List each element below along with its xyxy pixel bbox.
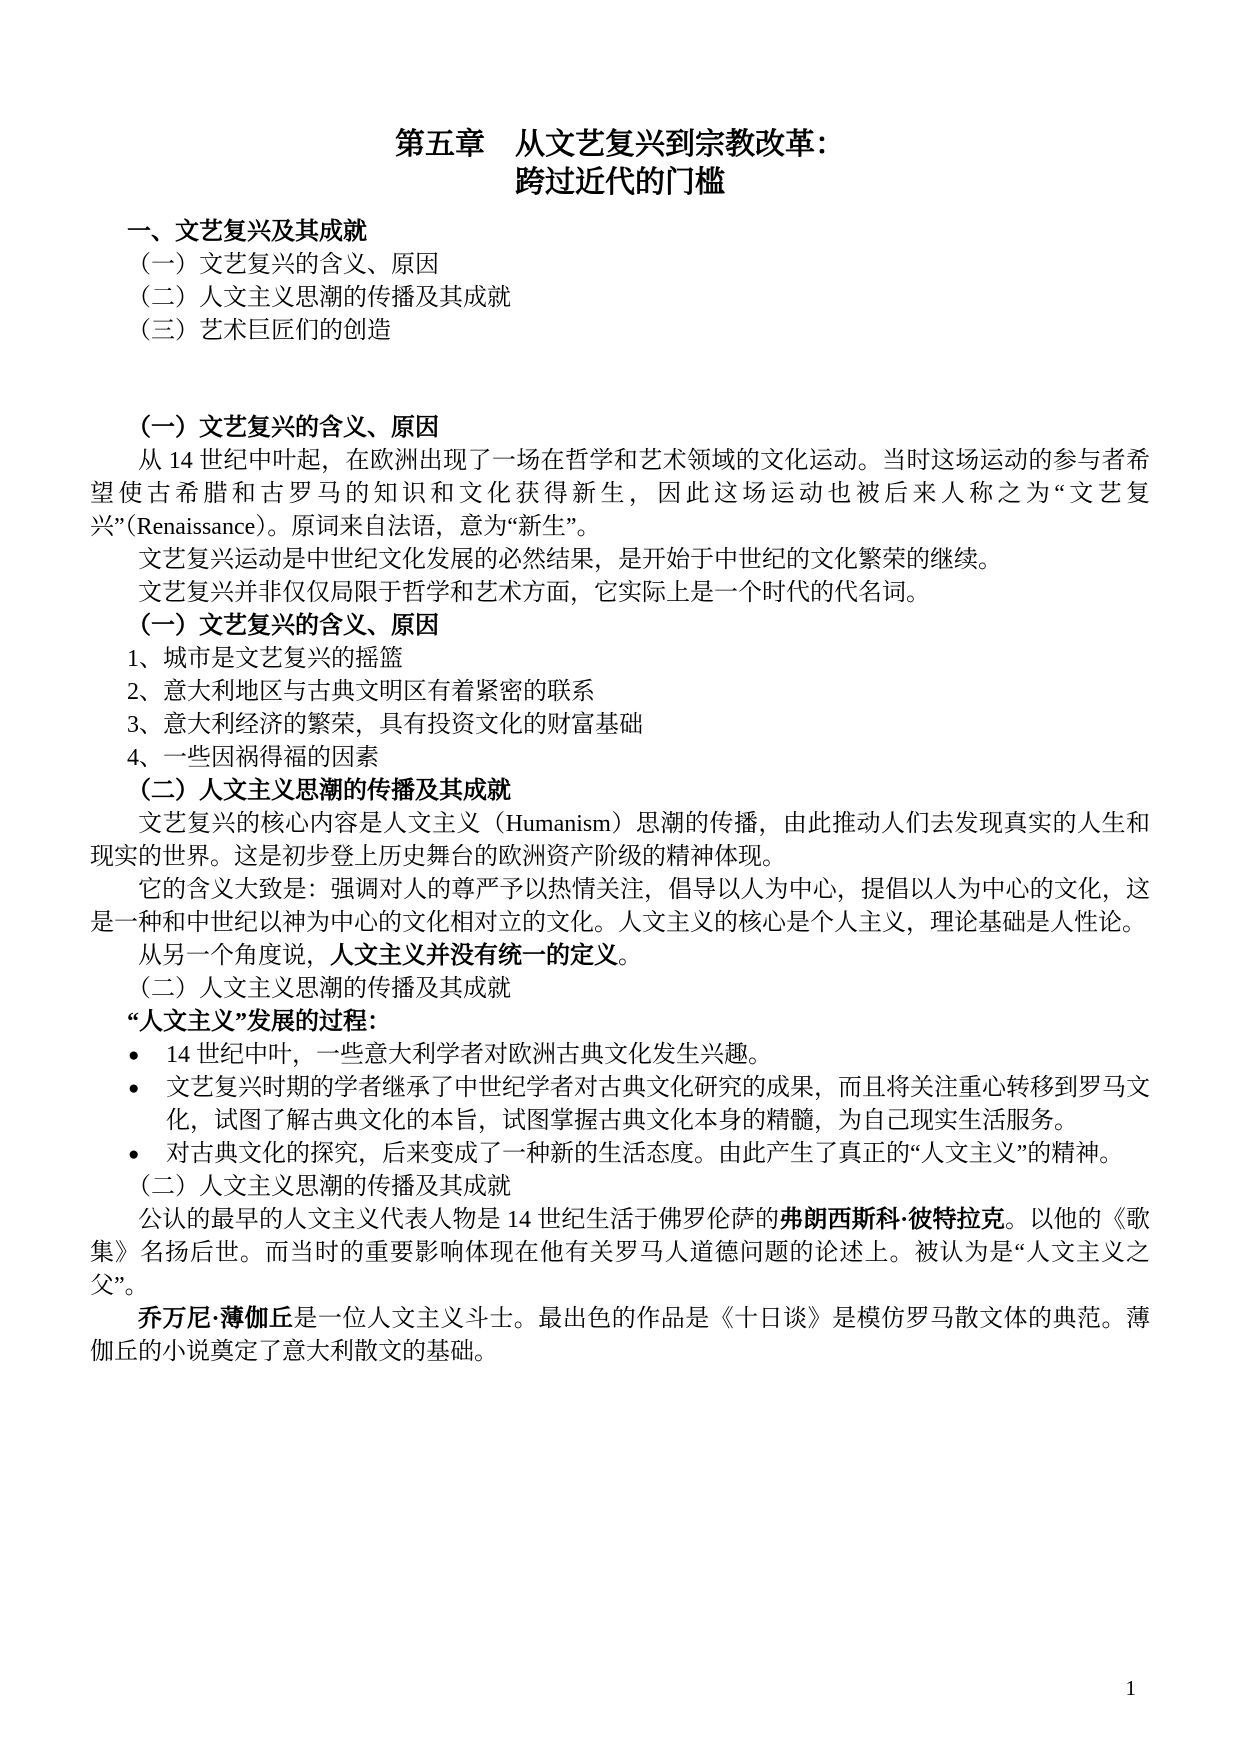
bullet-text bbox=[166, 1141, 1123, 1167]
text-run: 4、一些因祸得福的因素 bbox=[127, 745, 379, 771]
outline-item bbox=[90, 315, 1150, 348]
bullet-item bbox=[90, 1138, 1150, 1171]
body-paragraph bbox=[90, 808, 1150, 874]
chapter-title-line: 跨过近代的门槛 bbox=[515, 166, 725, 199]
section-heading bbox=[90, 775, 1150, 808]
text-run: 文艺复兴运动是中世纪文化发展的必然结果，是开始于中世纪的文化繁荣的继续。 bbox=[138, 547, 1002, 573]
text-run: （一）文艺复兴的含义、原因 bbox=[127, 613, 439, 639]
body-paragraph bbox=[90, 874, 1150, 940]
bullet-item bbox=[90, 1039, 1150, 1072]
body-paragraph bbox=[90, 544, 1150, 577]
text-run: 文艺复兴的核心内容是人文主义（Humanism）思潮的传播，由此推动人们去发现真实的人生和现实的世界。这是初步登上历史舞台的欧洲资产阶级的精神体现。 bbox=[90, 811, 1150, 870]
section-heading bbox=[90, 610, 1150, 643]
text-run: （二）人文主义思潮的传播及其成就 bbox=[127, 285, 511, 311]
text-run: 从 14 世纪中叶起，在欧洲出现了一场在哲学和艺术领域的文化运动。当时这场运动的参与者希望使古希腊和古罗马的知识和文化获得新生，因此这场运动也被后来人称之为“文艺复兴”（Renaissance）。原词来自法语，意为“新生”。 bbox=[90, 448, 1150, 540]
bullet-icon: ● bbox=[128, 1078, 140, 1099]
outline-item bbox=[90, 643, 1150, 676]
text-run: 。以他的《歌集》名扬后世。而当时的重要影响体现在他有关罗马人道德问题的论述上。被认为是“人文主义之父”。 bbox=[90, 1207, 1150, 1299]
bullet-text bbox=[166, 1075, 1150, 1134]
section-heading bbox=[90, 1006, 1150, 1039]
text-run: 。 bbox=[618, 943, 642, 969]
chapter-title-line: 第五章 从文艺复兴到宗教改革： bbox=[395, 128, 845, 161]
bold-run: 乔万尼·薄伽丘 bbox=[138, 1306, 294, 1332]
text-run: 它的含义大致是：强调对人的尊严予以热情关注，倡导以人为中心，提倡以人为中心的文化，这是一种和中世纪以神为中心的文化相对立的文化。人文主义的核心是个人主义，理论基础是人性论。 bbox=[90, 877, 1150, 936]
body-paragraph bbox=[90, 940, 1150, 973]
bold-run: 人文主义并没有统一的定义 bbox=[330, 943, 618, 969]
section-heading bbox=[90, 216, 1150, 249]
outline-item bbox=[90, 282, 1150, 315]
spacer bbox=[90, 348, 1150, 380]
body-paragraph bbox=[90, 1204, 1150, 1303]
text-run: （二）人文主义思潮的传播及其成就 bbox=[127, 976, 511, 1002]
text-run: 对古典文化的探究，后来变成了一种新的生活态度。由此产生了真正的“人文主义”的精神。 bbox=[166, 1141, 1124, 1167]
text-run: 2、意大利地区与古典文明区有着紧密的联系 bbox=[127, 679, 595, 705]
body-paragraph bbox=[90, 577, 1150, 610]
text-run: 公认的最早的人文主义代表人物是 14 世纪生活于佛罗伦萨的 bbox=[138, 1207, 780, 1233]
body-paragraph bbox=[90, 1303, 1150, 1369]
text-run: 3、意大利经济的繁荣，具有投资文化的财富基础 bbox=[127, 712, 643, 738]
bold-run: 弗朗西斯科·彼特拉克 bbox=[779, 1207, 1006, 1233]
text-run: 1、城市是文艺复兴的摇篮 bbox=[127, 646, 403, 672]
text-run: （二）人文主义思潮的传播及其成就 bbox=[127, 1174, 511, 1200]
text-run: 文艺复兴时期的学者继承了中世纪学者对古典文化研究的成果，而且将关注重心转移到罗马文化，试图了解古典文化的本旨，试图掌握古典文化本身的精髓，为自己现实生活服务。 bbox=[166, 1075, 1150, 1134]
section-heading bbox=[90, 412, 1150, 445]
text-run: （二）人文主义思潮的传播及其成就 bbox=[127, 778, 511, 804]
text-run: 文艺复兴并非仅仅局限于哲学和艺术方面，它实际上是一个时代的代名词。 bbox=[138, 580, 930, 606]
spacer bbox=[90, 380, 1150, 412]
bullet-item bbox=[90, 1072, 1150, 1138]
chapter-title bbox=[90, 126, 1150, 202]
bullet-text bbox=[166, 1042, 772, 1068]
outline-item bbox=[90, 1171, 1150, 1204]
outline-item bbox=[90, 676, 1150, 709]
outline-item bbox=[90, 249, 1150, 282]
text-run: “人文主义”发展的过程： bbox=[127, 1009, 391, 1035]
outline-item bbox=[90, 709, 1150, 742]
outline-item bbox=[90, 742, 1150, 775]
bullet-icon: ● bbox=[128, 1144, 140, 1165]
outline-item bbox=[90, 973, 1150, 1006]
text-run: 从另一个角度说， bbox=[138, 943, 330, 969]
bullet-icon: ● bbox=[128, 1045, 140, 1066]
text-run: （三）艺术巨匠们的创造 bbox=[127, 318, 391, 344]
document-body bbox=[90, 126, 1150, 1369]
text-run: 14 世纪中叶，一些意大利学者对欧洲古典文化发生兴趣。 bbox=[166, 1042, 772, 1068]
text-run: 一、文艺复兴及其成就 bbox=[127, 219, 367, 245]
text-run: （一）文艺复兴的含义、原因 bbox=[127, 252, 439, 278]
body-paragraph bbox=[90, 445, 1150, 544]
text-run: （一）文艺复兴的含义、原因 bbox=[127, 415, 439, 441]
page-number: 1 bbox=[1125, 1676, 1136, 1700]
text-run: 是一位人文主义斗士。最出色的作品是《十日谈》是模仿罗马散文体的典范。薄伽丘的小说奠定了意大利散文的基础。 bbox=[90, 1306, 1150, 1365]
